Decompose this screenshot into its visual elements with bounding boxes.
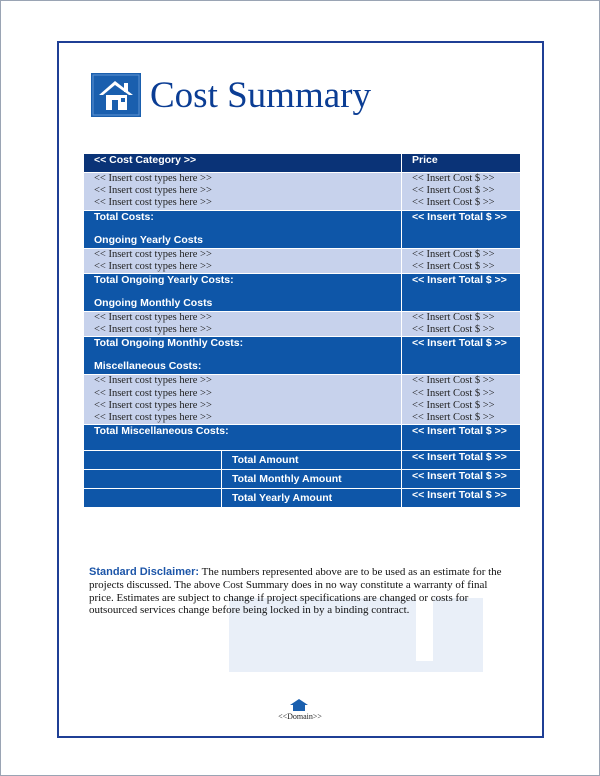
disclaimer-text: The numbers represented above are to be used as an estimate for the projects discussed. The above Cost Summary does in no way constitute a warranty of final price. Estimates are subject to change if project specifications are changed or costs for outsourced services change before being locked in by a binding contract. <box>89 566 502 617</box>
cost-type-placeholder: << Insert cost types here >> <box>94 260 212 272</box>
cost-price-placeholder: << Insert Cost $ >> <box>412 260 495 272</box>
cost-type-placeholder: << Insert cost types here >> <box>94 248 212 260</box>
cost-table-body <box>84 154 521 508</box>
cost-price-placeholder: << Insert Cost $ >> <box>412 312 495 324</box>
section-total-row <box>84 210 521 248</box>
section-total-label: Total Miscellaneous Costs: <box>94 425 229 438</box>
cost-type-placeholder: << Insert cost types here >> <box>94 399 212 411</box>
cost-price-placeholder: << Insert Cost $ >> <box>412 375 495 387</box>
section-total-label: Total Ongoing Monthly Costs: <box>94 337 244 350</box>
cost-price-placeholder: << Insert Cost $ >> <box>412 173 495 184</box>
cost-type-placeholder: << Insert cost types here >> <box>94 197 212 209</box>
summary-row <box>84 489 521 508</box>
section-total-label: Total Costs: <box>94 210 154 223</box>
section-total-value: << Insert Total $ >> <box>402 210 521 248</box>
cost-price-placeholder: << Insert Cost $ >> <box>412 197 495 209</box>
cost-items-row <box>84 312 521 337</box>
section-heading: Ongoing Monthly Costs <box>94 297 213 310</box>
cost-price-placeholder: << Insert Cost $ >> <box>412 324 495 336</box>
summary-row <box>84 451 521 470</box>
cost-price-placeholder: << Insert Cost $ >> <box>412 248 495 260</box>
cost-items-row <box>84 375 521 425</box>
section-total-row <box>84 274 521 312</box>
cost-price-placeholder: << Insert Cost $ >> <box>412 387 495 399</box>
header-category: << Cost Category >> <box>84 154 402 173</box>
cost-items-row <box>84 248 521 273</box>
cost-table <box>83 153 521 508</box>
cost-type-placeholder: << Insert cost types here >> <box>94 173 212 184</box>
summary-value: << Insert Total $ >> <box>402 451 521 470</box>
cost-price-placeholder: << Insert Cost $ >> <box>412 399 495 411</box>
table-header-row <box>84 154 521 173</box>
cost-items-row <box>84 173 521 211</box>
summary-value: << Insert Total $ >> <box>402 489 521 508</box>
cost-price-placeholder: << Insert Cost $ >> <box>412 412 495 424</box>
section-heading: Miscellaneous Costs: <box>94 360 202 373</box>
cost-price-placeholder: << Insert Cost $ >> <box>412 185 495 197</box>
cost-type-placeholder: << Insert cost types here >> <box>94 412 212 424</box>
section-heading: Ongoing Yearly Costs <box>94 233 203 246</box>
summary-row <box>84 470 521 489</box>
disclaimer <box>89 566 514 617</box>
cost-type-placeholder: << Insert cost types here >> <box>94 387 212 399</box>
footer-domain: <<Domain>> <box>278 712 322 721</box>
cost-type-placeholder: << Insert cost types here >> <box>94 324 212 336</box>
disclaimer-label: Standard Disclaimer: <box>89 566 200 578</box>
section-total-row <box>84 337 521 375</box>
house-logo-icon <box>91 73 141 117</box>
summary-label: Total Monthly Amount <box>232 473 342 486</box>
house-icon <box>290 699 308 711</box>
cost-type-placeholder: << Insert cost types here >> <box>94 312 212 324</box>
section-total-label: Total Ongoing Yearly Costs: <box>94 274 234 287</box>
summary-label: Total Amount <box>232 454 299 467</box>
page-title: Cost Summary <box>150 75 371 116</box>
cost-type-placeholder: << Insert cost types here >> <box>94 375 212 387</box>
cost-type-placeholder: << Insert cost types here >> <box>94 185 212 197</box>
section-total-value: << Insert Total $ >> <box>402 337 521 375</box>
summary-value: << Insert Total $ >> <box>402 470 521 489</box>
section-total-value: << Insert Total $ >> <box>402 425 521 451</box>
summary-label: Total Yearly Amount <box>232 492 333 505</box>
section-total-value: << Insert Total $ >> <box>402 274 521 312</box>
section-total-row <box>84 425 521 451</box>
header-price: Price <box>402 154 521 173</box>
